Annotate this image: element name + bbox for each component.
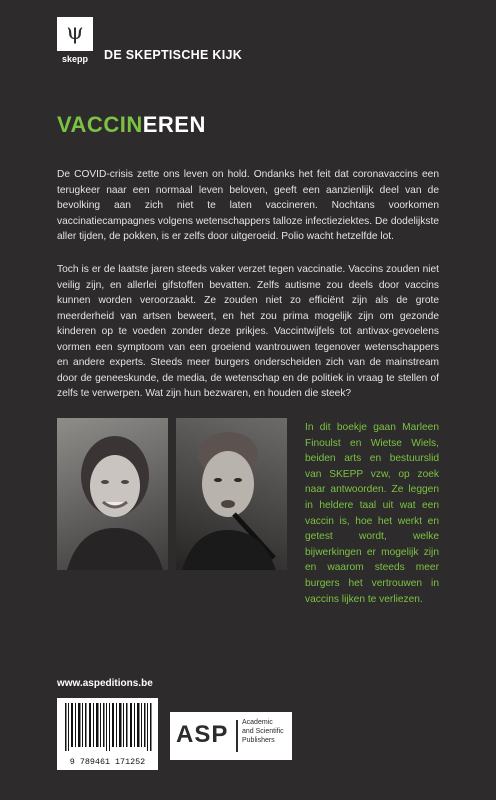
author-portrait-1: [57, 418, 168, 570]
logo-word: skepp: [61, 54, 88, 64]
psi-icon: ψ: [66, 20, 84, 45]
asp-wordmark: ASP: [176, 721, 229, 748]
isbn-number: 9 789461 171252: [69, 757, 146, 767]
body-paragraph: Toch is er de laatste jaren steeds vaker verzet tegen vaccinatie. Vaccins zouden niet veilig zijn, en allerlei gifstoffen bevatten. Zelfs autisme zou deels door vaccins kunnen worden veroorzaakt. Ze zouden niet zo efficiënt zijn als de grote meerderheid van artsen beweert, en het zou prima mogelijk zijn om gezonde kinderen op te voeden zonder deze prikjes. Vaccintwijfels tot antivax-gevoelens vormen een symptoom van een groeiend wantrouwen tegenover wetenschappers en andere experts. Steeds meer burgers onderscheiden zich van de mainstream door de geneeskunde, de media, de wetenschap en de politiek in vraag te stellen of zelfs te verwerpen. Wat zijn hun bezwaren, en houden die steek?: [57, 264, 439, 399]
barcode-icon: [57, 698, 158, 754]
isbn-barcode: [57, 698, 158, 770]
asp-name: [242, 718, 284, 745]
book-title: [57, 112, 206, 138]
author-photo-woman: [57, 418, 168, 570]
author-blurb: In dit boekje gaan Marleen Finoulst en Wietse Wiels, beiden arts en bestuurslid van SKEPP vzw, op zoek naar antwoorden. Ze leggen in heldere taal uit wat een vaccin is, hoe het werkt en getest wordt, welke bijwerkingen er mogelijk zijn en waarom steeds meer burgers het vertrouwen in vaccins lijken te verliezen.: [305, 422, 439, 605]
publisher-logo: [170, 712, 292, 760]
asp-line-3: Publishers: [242, 737, 275, 744]
title-part-white: EREN: [142, 112, 206, 137]
publisher-website: www.aspeditions.be: [57, 678, 153, 689]
skepp-logo: [57, 17, 93, 65]
intro-paragraph: De COVID-crisis zette ons leven on hold. Ondanks het feit dat coronavaccins een terugkeer naar een normaal leven beloven, geeft een aanzienlijk deel van de bevolking aan zich niet te laten vaccineren. Nochtans voorkomen vaccinatiecampagnes volgens wetenschappers talloze infectieziektes. De dodelijkste aller tijden, de pokken, is er zelfs door uitgeroeid. Polio wacht hetzelfde lot.: [57, 169, 439, 242]
title-part-green: VACCIN: [57, 112, 143, 137]
asp-line-1: Academic: [242, 719, 273, 726]
author-portrait-2: [176, 418, 287, 570]
series-brand: DE SKEPTISCHE KIJK: [104, 48, 243, 62]
asp-line-2: and Scientific: [242, 728, 284, 735]
asp-divider: [236, 720, 238, 752]
author-photo-man: [176, 418, 287, 570]
